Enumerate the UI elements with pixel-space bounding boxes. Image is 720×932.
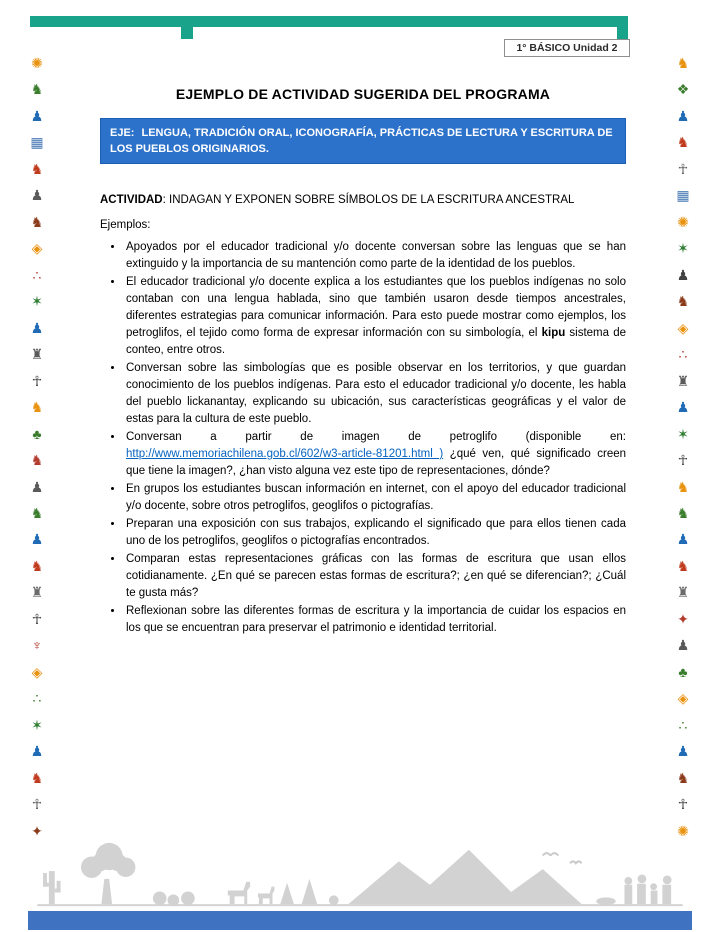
diamond-pictograph: ◈	[677, 690, 689, 707]
totem-pictograph: ♜	[676, 584, 690, 601]
fox-pictograph: ♞	[676, 557, 690, 574]
sun-pictograph: ✺	[677, 213, 689, 230]
unit-badge-label: 1° BÁSICO Unidad 2	[516, 42, 618, 54]
list-item	[124, 429, 626, 480]
person-pictograph: ♟	[676, 399, 690, 416]
page-title: EJEMPLO DE ACTIVIDAD SUGERIDA DEL PROGRAMA	[175, 86, 551, 102]
llama-silhouette	[228, 882, 275, 904]
fox-pictograph: ♞	[676, 134, 690, 151]
ejemplos-label: Ejemplos:	[100, 219, 151, 231]
bullet-text: En grupos los estudiantes buscan información en internet, con el apoyo del educador tradicional y/o docente, sobre otros petroglifos, geoglifos o pictografías.	[126, 483, 626, 512]
list-item	[124, 274, 626, 359]
star-pictograph: ✶	[31, 716, 43, 733]
llama-pictograph: ♞	[30, 213, 44, 230]
condor-pictograph: ✦	[31, 822, 43, 839]
llama-pictograph: ♞	[676, 504, 690, 521]
llama-pictograph: ♞	[30, 504, 44, 521]
footer-accent-bar	[28, 911, 692, 930]
diamond-pictograph: ◈	[31, 240, 43, 257]
top-accent-notch	[181, 27, 193, 39]
figure-pictograph: ☥	[677, 160, 689, 177]
star-pictograph: ✶	[677, 240, 689, 257]
plant-pictograph: ♣	[32, 425, 42, 442]
memoriachilena-link[interactable]: http://www.memoriachilena.gob.cl/602/w3-article-81201.html )	[126, 448, 444, 460]
person-pictograph: ♟	[676, 637, 690, 654]
bullet-text: Conversan a partir de imagen de petroglifo (disponible en:	[126, 431, 626, 443]
diamond-pictograph: ◈	[677, 319, 689, 336]
bullet-text: Reflexionan sobre las diferentes formas de escritura y la importancia de cuidar los espacios en los que se encuentran para preservar el patrimonio e identidad territorial.	[126, 605, 626, 634]
activity-list	[100, 239, 626, 637]
llama-pictograph: ♞	[676, 55, 690, 71]
footer-landscape-illustration	[28, 840, 692, 910]
tree-silhouette	[81, 843, 135, 904]
lizard-pictograph: ❖	[676, 81, 690, 98]
textile-pictograph: ▦	[676, 187, 690, 204]
condor-pictograph: ✦	[677, 610, 689, 627]
seeds-pictograph: ∴	[32, 266, 42, 283]
bullet-text: sistema de conteo, entre otros.	[126, 327, 626, 356]
list-item	[124, 516, 626, 550]
figure-pictograph: ☥	[677, 796, 689, 813]
bullet-text: Conversan sobre las simbologías que es posible observar en los territorios, y que guardan conocimiento de los pueblos indígenas. Para esto el educador tradicional y/o docente, les habla del pueblo lickanantay, explicando su ubicación, sus características geográficas y el valor de estas para la cultura de este pueblo.	[126, 362, 626, 425]
seeds-pictograph: ∴	[678, 346, 688, 363]
totem-pictograph: ♜	[30, 584, 44, 601]
person-pictograph: ♟	[676, 531, 690, 548]
figure-pictograph: ☥	[677, 452, 689, 469]
list-item	[124, 239, 626, 273]
cactus-silhouette	[43, 871, 61, 904]
person-pictograph: ♟	[30, 319, 44, 336]
person-pictograph: ♟	[30, 531, 44, 548]
dog-pictograph: ♞	[676, 478, 690, 495]
eje-text: LENGUA, TRADICIÓN ORAL, ICONOGRAFÍA, PRÁCTICAS DE LECTURA Y ESCRITURA DE LOS PUEBLOS ORIGINARIOS.	[110, 127, 613, 155]
plant-pictograph: ♣	[678, 663, 688, 680]
actividad-text: : INDAGAN Y EXPONEN SOBRE SÍMBOLOS DE LA ESCRITURA ANCESTRAL	[162, 194, 575, 206]
llama-pictograph: ♞	[30, 81, 44, 98]
person-pictograph: ♟	[676, 266, 690, 283]
left-pictograph-column	[22, 56, 52, 838]
rock-silhouette	[596, 897, 615, 905]
diamond-pictograph: ◈	[31, 663, 43, 680]
totem-pictograph: ♜	[30, 346, 44, 363]
fox-pictograph: ♞	[30, 557, 44, 574]
person-pictograph: ♟	[30, 187, 44, 204]
fox-pictograph: ♞	[30, 452, 44, 469]
eje-label: EJE:	[110, 127, 135, 139]
top-accent-bar	[30, 16, 628, 27]
kipu-term: kipu	[541, 327, 566, 339]
people-silhouette	[624, 875, 671, 905]
bullet-text: El educador tradicional y/o docente explica a los estudiantes que los pueblos indígenas no solo contaban con una lengua hablada, sino que también usaron desde tiempos ancestrales, diferentes estrategias para comunicar información. Para esto puede mostrar como ejemplos, los petroglifos, el tejido como forma de expresar información con su simbología, el	[126, 276, 626, 339]
mountains-silhouette	[348, 850, 581, 904]
fox-pictograph: ♞	[30, 160, 44, 177]
bullet-text: Apoyados por el educador tradicional y/o docente conversan sobre las lenguas que se han extinguido y la importancia de su mantención como parte de la identidad de los pueblos.	[126, 241, 626, 270]
list-item	[124, 551, 626, 602]
llama-pictograph: ♞	[30, 399, 44, 416]
figure-pictograph: ☥	[31, 796, 43, 813]
list-item	[124, 360, 626, 428]
person-pictograph: ♟	[30, 478, 44, 495]
bullet-text: Comparan estas representaciones gráficas con las formas de escritura que usan ellos cotidianamente. ¿En qué se parecen estas formas de escritura?; ¿en qué se diferencian?; ¿Cuál te gusta más?	[126, 553, 626, 599]
list-item	[124, 603, 626, 637]
actividad-label: ACTIVIDAD	[100, 194, 163, 206]
eje-banner	[100, 118, 626, 164]
star-pictograph: ✶	[677, 425, 689, 442]
seeds-pictograph: ∴	[32, 690, 42, 707]
document-body	[100, 86, 626, 638]
unit-badge	[504, 39, 630, 57]
actividad-line	[100, 194, 626, 206]
llama-pictograph: ♞	[676, 293, 690, 310]
seeds-pictograph: ∴	[678, 716, 688, 733]
figure-pictograph: ☥	[31, 610, 43, 627]
person-pictograph: ♟	[676, 743, 690, 760]
textile-pictograph: ▦	[30, 134, 44, 151]
fox-pictograph: ♞	[676, 769, 690, 786]
ground-line	[37, 904, 683, 906]
bullet-text: Preparan una exposición con sus trabajos, explicando el significado que para ellos tienen cada uno de los petroglifos, geoglifos o pictografías encontrados.	[126, 518, 626, 547]
bird-pictograph: ♆	[31, 637, 43, 654]
person-pictograph: ♟	[676, 107, 690, 124]
right-pictograph-column	[668, 56, 698, 838]
fox-pictograph: ♞	[30, 769, 44, 786]
sun-pictograph: ✺	[677, 822, 689, 839]
list-item	[124, 481, 626, 515]
bullet-text: ¿qué ven, qué significado creen que tiene la imagen?, ¿han visto alguna vez este tipo de representaciones, dónde?	[126, 448, 627, 477]
person-pictograph: ♟	[30, 107, 44, 124]
birds-silhouette	[543, 853, 582, 863]
star-pictograph: ✶	[31, 293, 43, 310]
totem-pictograph: ♜	[676, 372, 690, 389]
top-accent-connector	[617, 27, 628, 39]
figure-pictograph: ☥	[31, 372, 43, 389]
pine-trees-silhouette	[280, 879, 317, 904]
person-pictograph: ♟	[30, 743, 44, 760]
sun-pictograph: ✺	[31, 55, 43, 71]
